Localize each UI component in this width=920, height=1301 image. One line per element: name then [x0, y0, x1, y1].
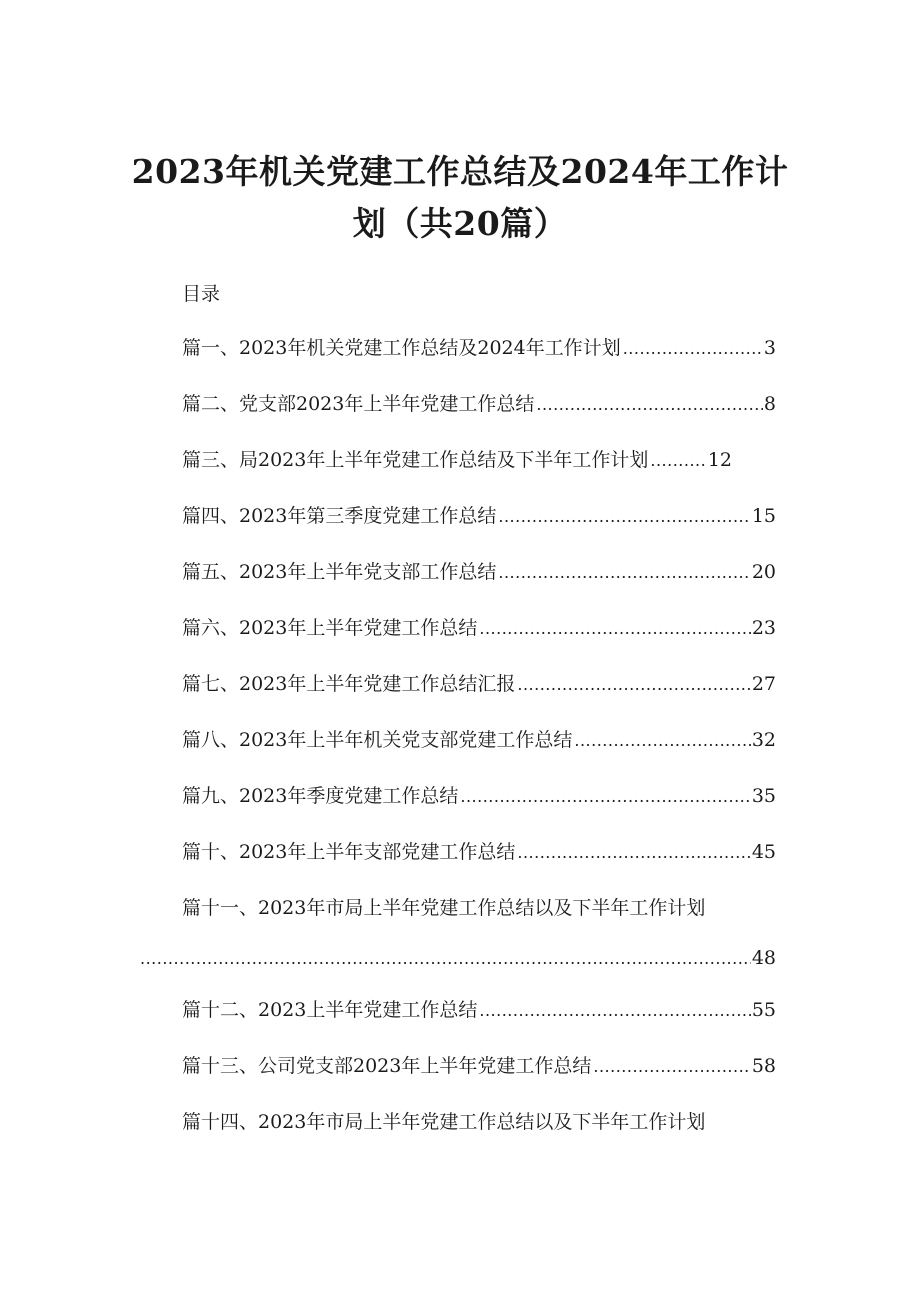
toc-entry-14[interactable] — [182, 1107, 776, 1137]
toc-entry-text: 篇十一、2023年市局上半年党建工作总结以及下半年工作计划 — [182, 897, 706, 919]
toc-entry-text: 篇九、2023年季度党建工作总结 — [182, 785, 459, 807]
toc-entry-4[interactable] — [182, 501, 776, 531]
toc-page-number: 12 — [707, 449, 732, 471]
toc-page-number: 48 — [751, 947, 776, 969]
toc-entry-text: 篇五、2023年上半年党支部工作总结 — [182, 561, 497, 583]
toc-entry-text: 篇十、2023年上半年支部党建工作总结 — [182, 841, 516, 863]
toc-entry-1[interactable] — [182, 333, 776, 363]
toc-page-number: 3 — [763, 337, 776, 359]
dot-leader — [460, 782, 750, 812]
toc-entry-11-continuation[interactable] — [140, 943, 776, 973]
toc-page-number: 55 — [751, 999, 776, 1021]
toc-entry-12[interactable] — [182, 995, 776, 1025]
toc-page-number: 45 — [751, 841, 776, 863]
toc-page-number: 35 — [751, 785, 776, 807]
dot-leader — [479, 614, 750, 644]
toc-entry-11[interactable] — [182, 893, 776, 923]
dot-leader — [517, 670, 750, 700]
toc-entry-8[interactable] — [182, 725, 776, 755]
dot-leader — [574, 726, 750, 756]
toc-entry-5[interactable] — [182, 557, 776, 587]
toc-entry-text: 篇十四、2023年市局上半年党建工作总结以及下半年工作计划 — [182, 1111, 706, 1133]
toc-page-number: 8 — [763, 393, 776, 415]
dot-leader — [593, 1052, 750, 1082]
toc-page-number: 20 — [751, 561, 776, 583]
toc-page-number: 15 — [751, 505, 776, 527]
dot-leader — [498, 502, 750, 532]
document-title-line-2: 划（共20篇） — [352, 204, 568, 243]
dot-leader — [536, 390, 763, 420]
toc-page-number: 32 — [751, 729, 776, 751]
toc-entry-13[interactable] — [182, 1051, 776, 1081]
toc-entry-3[interactable] — [182, 445, 732, 475]
toc-page-number: 27 — [751, 673, 776, 695]
toc-entry-text: 篇十二、2023上半年党建工作总结 — [182, 999, 478, 1021]
dot-leader — [498, 558, 750, 588]
toc-entry-text: 篇二、党支部2023年上半年党建工作总结 — [182, 393, 535, 415]
dot-leader — [479, 996, 750, 1026]
toc-heading: 目录 — [182, 283, 221, 305]
dot-leader — [517, 838, 750, 868]
document-title-line-1: 2023年机关党建工作总结及2024年工作计 — [131, 152, 789, 191]
toc-entry-2[interactable] — [182, 389, 776, 419]
dot-leader — [650, 446, 706, 476]
toc-entry-text: 篇三、局2023年上半年党建工作总结及下半年工作计划 — [182, 449, 649, 471]
toc-entry-text: 篇七、2023年上半年党建工作总结汇报 — [182, 673, 516, 695]
toc-entry-text: 篇四、2023年第三季度党建工作总结 — [182, 505, 497, 527]
dot-leader — [623, 334, 763, 364]
toc-entry-text: 篇一、2023年机关党建工作总结及2024年工作计划 — [182, 337, 621, 359]
toc-entry-10[interactable] — [182, 837, 776, 867]
toc-page-number: 23 — [751, 617, 776, 639]
dot-leader — [140, 944, 751, 974]
toc-entry-text: 篇十三、公司党支部2023年上半年党建工作总结 — [182, 1055, 592, 1077]
toc-entry-7[interactable] — [182, 669, 776, 699]
document-title — [100, 146, 820, 250]
toc-page-number: 58 — [751, 1055, 776, 1077]
toc-entry-6[interactable] — [182, 613, 776, 643]
toc-entry-9[interactable] — [182, 781, 776, 811]
toc-entry-text: 篇八、2023年上半年机关党支部党建工作总结 — [182, 729, 573, 751]
toc-entry-text: 篇六、2023年上半年党建工作总结 — [182, 617, 478, 639]
